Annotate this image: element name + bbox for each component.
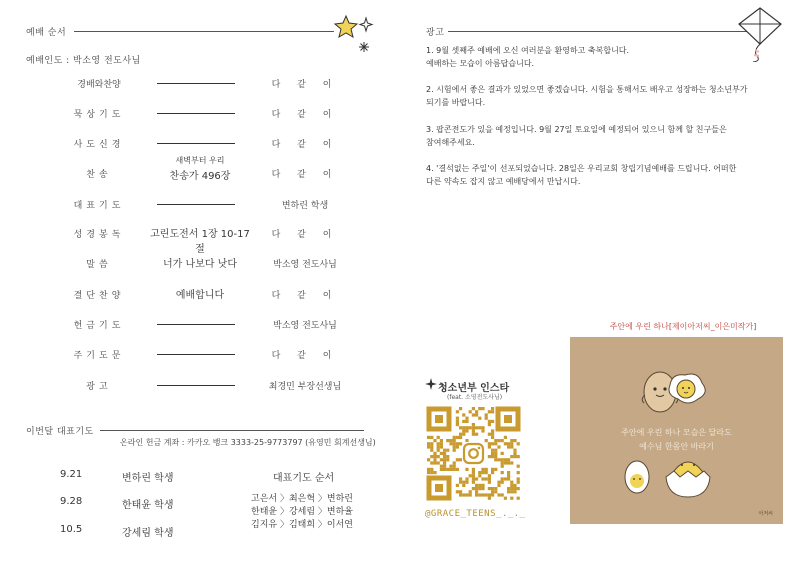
offering-account: 온라인 헌금 계좌 : 카카오 뱅크 3333-25-9773797 (유영민 회계선생님) [120,438,376,447]
prayer-heading: 이번달 대표기도 [26,427,94,437]
artwork-text: 주안에 우린 하나 모습은 달라도 [621,428,732,437]
order-label: 결단찬양 [73,291,125,301]
notice-item: 1. 9월 셋째주 예배에 오신 여러분을 환영하고 축복합니다. 예배하는 모습이 아름답습니다. [426,46,630,68]
sparkle-icon [425,378,437,390]
order-row [60,344,350,364]
order-label: 경배와찬양 [77,80,121,90]
artwork-caption: 주안에 우린 하나[제이아저씨_이은미작가] [609,322,757,331]
worship-order-heading: 예배 순서 [26,28,67,38]
blank-line [157,204,235,205]
order-label: 찬송 [86,170,112,180]
blank-line [157,324,235,325]
blank-line [157,354,235,355]
order-person: 다 같 이 [271,80,339,90]
prayer-order-line: 고은서 〉최은혁 〉변하린 [251,494,353,504]
prayer-order-line: 한태윤 〉강세림 〉변하율 [251,507,353,517]
order-label: 헌금기도 [73,321,125,331]
notice-item: 3. 팝콘전도가 있을 예정입니다. 9월 27일 토요일에 예정되어 있으니 함께 할 친구들은 참여해주세요. [426,125,727,147]
order-detail: 찬송가 496장 [169,171,231,182]
instagram-title: 청소년부 인스타 [438,383,510,394]
star-icon [334,14,378,54]
artwork-text: 예수님 한몸안 바라기 [639,442,714,451]
order-row [60,223,350,255]
order-row [60,103,350,123]
order-detail: 예배합니다 [175,290,225,301]
prayer-name: 강세림 학생 [122,528,174,539]
artwork-signature: 아저씨 [758,511,773,517]
order-person: 다 같 이 [271,230,339,240]
order-label: 사도신경 [73,140,125,150]
qr-code[interactable] [425,405,522,502]
artwork-illustration [570,337,783,524]
order-label: 대표기도 [73,201,125,211]
order-person: 다 같 이 [271,351,339,361]
order-row [60,194,350,214]
order-label: 성경봉독 [73,230,125,240]
order-label: 광고 [86,382,112,392]
prayer-divider [100,430,364,431]
blank-line [157,143,235,144]
prayer-name: 한태윤 학생 [122,500,174,511]
order-label: 주기도문 [73,351,125,361]
prayer-order-title: 대표기도 순서 [273,473,335,484]
order-row [60,73,350,93]
instagram-handle[interactable]: @GRACE_TEENS_._._ [425,509,526,519]
blank-line [157,83,235,84]
instagram-subtitle: (feat. 소영전도사님) [447,394,503,401]
order-row [60,133,350,153]
blank-line [157,385,235,386]
order-person: 다 같 이 [271,291,339,301]
order-person: 최경민 부장선생님 [268,382,342,392]
order-detail: 고린도전서 1장 10-17절 [150,229,250,255]
order-person: 박소영 전도사님 [273,260,337,270]
prayer-name: 변하린 학생 [122,473,174,484]
order-row [60,375,350,395]
order-row [60,253,350,273]
order-row [60,156,350,183]
prayer-date: 9.28 [60,496,83,507]
order-row [60,284,350,304]
notice-item: 4. '결석없는 주일'이 선포되었습니다. 28일은 우리교회 창립기념예배를 드립니다. 어떠한 다른 약속도 잡지 않고 예배당에서 만납시다. [426,164,737,186]
order-label: 묵상기도 [73,110,125,120]
blank-line [157,113,235,114]
order-row [60,314,350,334]
order-detail: 새벽부터 우리 [175,156,225,165]
prayer-date: 10.5 [60,524,83,535]
order-label: 말씀 [86,260,112,270]
notice-divider [448,31,748,32]
order-person: 다 같 이 [271,110,339,120]
prayer-date: 9.21 [60,469,83,480]
order-person: 다 같 이 [271,170,339,180]
worship-leader: 예배인도 : 박소영 전도사님 [26,56,141,66]
notice-item: 2. 시험에서 좋은 결과가 있었으면 좋겠습니다. 시험을 통해서도 배우고 성장하는 청소년부가 되기를 바랍니다. [426,85,748,107]
order-person: 변하린 학생 [281,201,329,211]
heading-divider [74,31,334,32]
order-person: 박소영 전도사님 [273,321,337,331]
order-person: 다 같 이 [271,140,339,150]
prayer-order-line: 김지유 〉김태희 〉이서연 [251,520,353,530]
notice-heading: 광고 [426,28,445,38]
order-detail: 너가 나보다 낫다 [163,259,237,270]
